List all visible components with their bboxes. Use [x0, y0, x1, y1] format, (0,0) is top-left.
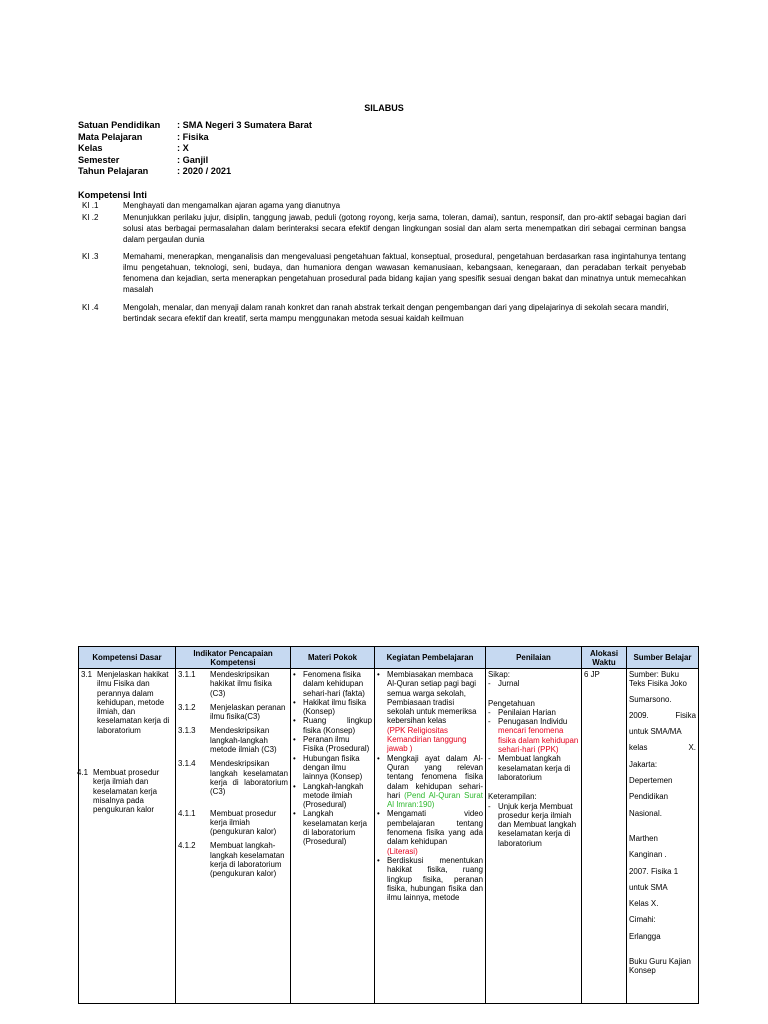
kegiatan-text: Mengamati video pembelajaran tentang fenomena fisika yang ada dalam kehidupan: [387, 809, 483, 847]
kd-number: 3.1: [81, 670, 92, 679]
sumber-line: Depertemen: [629, 776, 673, 786]
kegiatan-text: Membiasakan membaca Al-Quran setiap pagi bagi semua warga sekolah,: [387, 670, 477, 698]
penilaian-keterampilan-label: Keterampilan:: [488, 792, 537, 802]
kegiatan-item: • Berdiskusi menentukan hakikat fisika, ruang lingkup fisika, peranan fisika, hubungan fisika dan ilmu lainnya, metode: [377, 855, 483, 903]
materi-item: • Langkah-langkah metode ilmiah (Prosedural): [293, 781, 364, 810]
cell-materi: [291, 669, 375, 1004]
penilaian-item: - Jurnal: [488, 679, 520, 689]
sumber-line: Sumber: Buku Teks Fisika Joko: [629, 670, 687, 689]
indikator-number: 3.1.1: [178, 670, 196, 679]
identity-row: [78, 120, 312, 132]
ki-item: [82, 302, 686, 324]
identity-label: Satuan Pendidikan: [78, 120, 161, 130]
cell-alokasi-waktu: 6 JP: [582, 669, 627, 1004]
ki-text: Menunjukkan perilaku jujur, disiplin, tanggung jawab, peduli (gotong royong, kerja sama, toleran, damai), santun, responsif, dan pro-aktif sebagai bagian dari solusi atas berbagai permasalahan dalam berinteraksi secara efektif dengan lingkungan sosial dan alam serta menempatkan diri sebagai cerminan bangsa dalam pergaulan dunia: [123, 213, 686, 244]
identity-value: : Fisika: [177, 131, 209, 142]
indikator-item: [178, 809, 288, 837]
materi-item: • Hakikat ilmu fisika (Konsep): [293, 697, 367, 717]
header-kompetensi-dasar: Kompetensi Dasar: [79, 647, 176, 669]
sumber-line: Cimahi:: [629, 915, 656, 925]
ki-text: Memahami, menerapkan, menganalisis dan mengevaluasi pengetahuan faktual, konseptual, prosedural, pengetahuan berdasarkan rasa ingintahunya tentang ilmu pengetahuan, teknologi, seni, budaya, dan humaniora dengan wawasan kemanusiaan, kebangsaan, kenegaraan, dan peradaban terkait penyebab fenomena dan kejadian, serta menerapkan pengetahuan prosedural pada bidang kajian yang spesifik sesuai dengan bakat dan minatnya untuk memecahkan masalah: [123, 252, 686, 294]
identity-row: [78, 166, 312, 178]
kegiatan-text: Pembiasaan tradisi sekolah untuk memeriksa kebersihan kelas: [387, 697, 477, 726]
sumber-line: untuk SMA: [629, 882, 668, 892]
penilaian-ppk-note: mencari fenomena fisika dalam kehidupan sehari-hari (PPK): [498, 726, 579, 755]
cell-kegiatan: [375, 669, 486, 1004]
penilaian-item: - Membuat langkah keselamatan kerja di laboratorium: [488, 754, 571, 782]
sumber-line: Kelas X.: [629, 899, 659, 909]
kegiatan-text: Mengkaji ayat dalam Al-Quran yang relevan tentang fenomena fisika dalam kehidupan sehari-hari: [387, 753, 483, 800]
penilaian-item: - Penugasan Individu mencari fenomena fisika dalam kehidupan sehari-hari (PPK): [488, 717, 579, 755]
materi-item: • Hubungan fisika dengan ilmu lainnya (Konsep): [293, 753, 363, 782]
ki-text: Menghayati dan mengamalkan ajaran agama yang dianutnya: [123, 201, 341, 210]
ki-item: [82, 212, 686, 245]
identity-label: Semester: [78, 154, 120, 165]
kd-item: [81, 670, 173, 735]
table-header-row: [79, 647, 699, 669]
indikator-number: 4.1.2: [178, 841, 196, 851]
identity-block: [78, 120, 312, 178]
materi-list: [293, 670, 372, 847]
header-materi: Materi Pokok: [291, 647, 375, 669]
identity-value: : X: [177, 143, 189, 153]
indikator-item: [178, 726, 288, 754]
ki-number: KI .3: [82, 252, 99, 261]
identity-label: Tahun Pelajaran: [78, 166, 149, 176]
kegiatan-text: Berdiskusi menentukan hakikat fisika, ruang lingkup fisika, peranan fisika, hubungan fisika dan ilmu lainnya, metode: [387, 855, 483, 903]
indikator-item: [178, 841, 288, 878]
sumber-line: untuk SMA/MA: [629, 727, 682, 737]
ki-item: [82, 251, 686, 295]
kd-item: [77, 768, 173, 814]
header-sumber: Sumber Belajar: [627, 647, 699, 669]
kegiatan-item: • Mengkaji ayat dalam Al-Quran yang relevan tentang fenomena fisika dalam kehidupan sehari-hari (Pend Al-Quran Surat Al Imran:190): [377, 753, 483, 810]
indikator-item: [178, 759, 288, 796]
indikator-number: 3.1.4: [178, 759, 196, 769]
indikator-number: 3.1.2: [178, 702, 196, 712]
sumber-line: Kanginan .: [629, 850, 667, 860]
materi-item: • Fenomena fisika dalam kehidupan sehari-hari (fakta): [293, 670, 365, 698]
sumber-line: kelas X.: [629, 743, 696, 753]
sumber-line: Pendidikan: [629, 792, 669, 802]
sumber-line: Marthen: [629, 833, 658, 843]
header-kegiatan: Kegiatan Pembelajaran: [375, 647, 486, 669]
ki-number: KI .4: [82, 303, 99, 312]
identity-value: : 2020 / 2021: [177, 166, 232, 176]
kegiatan-quran-note: (Pend Al-Quran Surat Al Imran:190): [387, 790, 483, 810]
materi-item: • Langkah keselamatan kerja di laboratorium (Prosedural): [293, 809, 368, 847]
identity-row: [78, 143, 312, 155]
materi-item: • Peranan ilmu Fisika (Prosedural): [293, 735, 370, 754]
identity-row: [78, 155, 312, 167]
kd-number: 4.1: [77, 768, 88, 778]
syllabus-table: [78, 646, 699, 1004]
sumber-line: Buku Guru Kajian Konsep: [629, 957, 691, 976]
sumber-line: Erlangga: [629, 931, 661, 941]
kegiatan-list: [377, 670, 483, 902]
kegiatan-literasi-note: (Literasi): [387, 846, 418, 856]
ki-number: KI .1: [82, 201, 99, 210]
penilaian-item: - Penilaian Harian: [488, 707, 556, 717]
indikator-text: Membuat prosedur kerja ilmiah (pengukuran kalor): [210, 808, 277, 837]
indikator-text: Mendeskripsikan hakikat ilmu fisika (C3): [210, 670, 272, 698]
penilaian-item: - Unjuk kerja Membuat prosedur kerja ilmiah dan Membuat langkah keselamatan kerja di laboratorium: [488, 801, 577, 848]
indikator-number: 3.1.3: [178, 726, 196, 736]
indikator-text: Mendeskripsikan langkah keselamatan kerja di laboratorium (C3): [210, 759, 288, 797]
cell-indikator: [176, 669, 291, 1004]
sumber-line: Nasional.: [629, 808, 662, 818]
penilaian-sikap-label: Sikap:: [488, 670, 510, 679]
indikator-item: [178, 670, 288, 698]
materi-item: • Ruang lingkup fisika (Konsep): [293, 716, 372, 735]
header-indikator: Indikator Pencapaian Kompetensi: [176, 647, 291, 669]
indikator-text: Menjelaskan peranan ilmu fisika(C3): [210, 702, 286, 722]
kd-text: Membuat prosedur kerja ilmiah dan keselamatan kerja misalnya pada pengukuran kalor: [93, 768, 160, 815]
identity-value: : SMA Negeri 3 Sumatera Barat: [177, 120, 312, 130]
cell-sumber-belajar: [627, 669, 699, 1004]
indikator-text: Membuat langkah-langkah keselamatan kerja di laboratorium (pengukuran kalor): [210, 841, 285, 879]
indikator-number: 4.1.1: [178, 808, 196, 818]
header-penilaian: Penilaian: [486, 647, 582, 669]
kegiatan-item: • Membiasakan membaca Al-Quran setiap pagi bagi semua warga sekolah, Pembiasaan tradisi sekolah untuk memeriksa kebersihan kelas (PPK Religiositas Kemandirian tanggung jawab ): [377, 670, 483, 754]
identity-row: [78, 132, 312, 144]
cell-kompetensi-dasar: [79, 669, 176, 1004]
header-alokasi: Alokasi Waktu: [582, 647, 627, 669]
ki-heading: Kompetensi Inti: [78, 190, 147, 200]
sumber-line: Jakarta:: [629, 759, 658, 769]
identity-value: : Ganjil: [177, 154, 209, 165]
indikator-text: Mendeskripsikan langkah-langkah metode ilmiah (C3): [210, 726, 277, 755]
penilaian-pengetahuan-label: Pengetahuan: [488, 698, 535, 708]
sumber-line: 2007. Fisika 1: [629, 866, 679, 876]
cell-penilaian: [486, 669, 582, 1004]
ki-number: KI .2: [82, 213, 99, 222]
ki-text: Mengolah, menalar, dan menyaji dalam ranah konkret dan ranah abstrak terkait dengan pengembangan dari yang dipelajarinya di sekolah secara mandiri, bertindak secara efektif dan kreatif, serta mampu menggunakan metoda sesuai kaidah keilmuan: [123, 303, 669, 323]
indikator-item: [178, 703, 288, 722]
kegiatan-ppk-note: (PPK Religiositas Kemandirian tanggung jawab ): [387, 725, 467, 754]
document-title: SILABUS: [364, 103, 404, 113]
sumber-line: Sumarsono.: [629, 694, 672, 704]
kegiatan-item: • Mengamati video pembelajaran tentang fenomena fisika yang ada dalam kehidupan (Literasi): [377, 809, 483, 856]
ki-item: [82, 200, 686, 211]
identity-label: Kelas: [78, 143, 103, 153]
kd-text: Menjelaskan hakikat ilmu Fisika dan perannya dalam kehidupan, metode ilmiah, dan keselamatan kerja di laboratorium: [97, 670, 170, 735]
table-row: [79, 669, 699, 1004]
sumber-line: 2009. Fisika: [629, 710, 696, 720]
identity-label: Mata Pelajaran: [78, 131, 143, 142]
